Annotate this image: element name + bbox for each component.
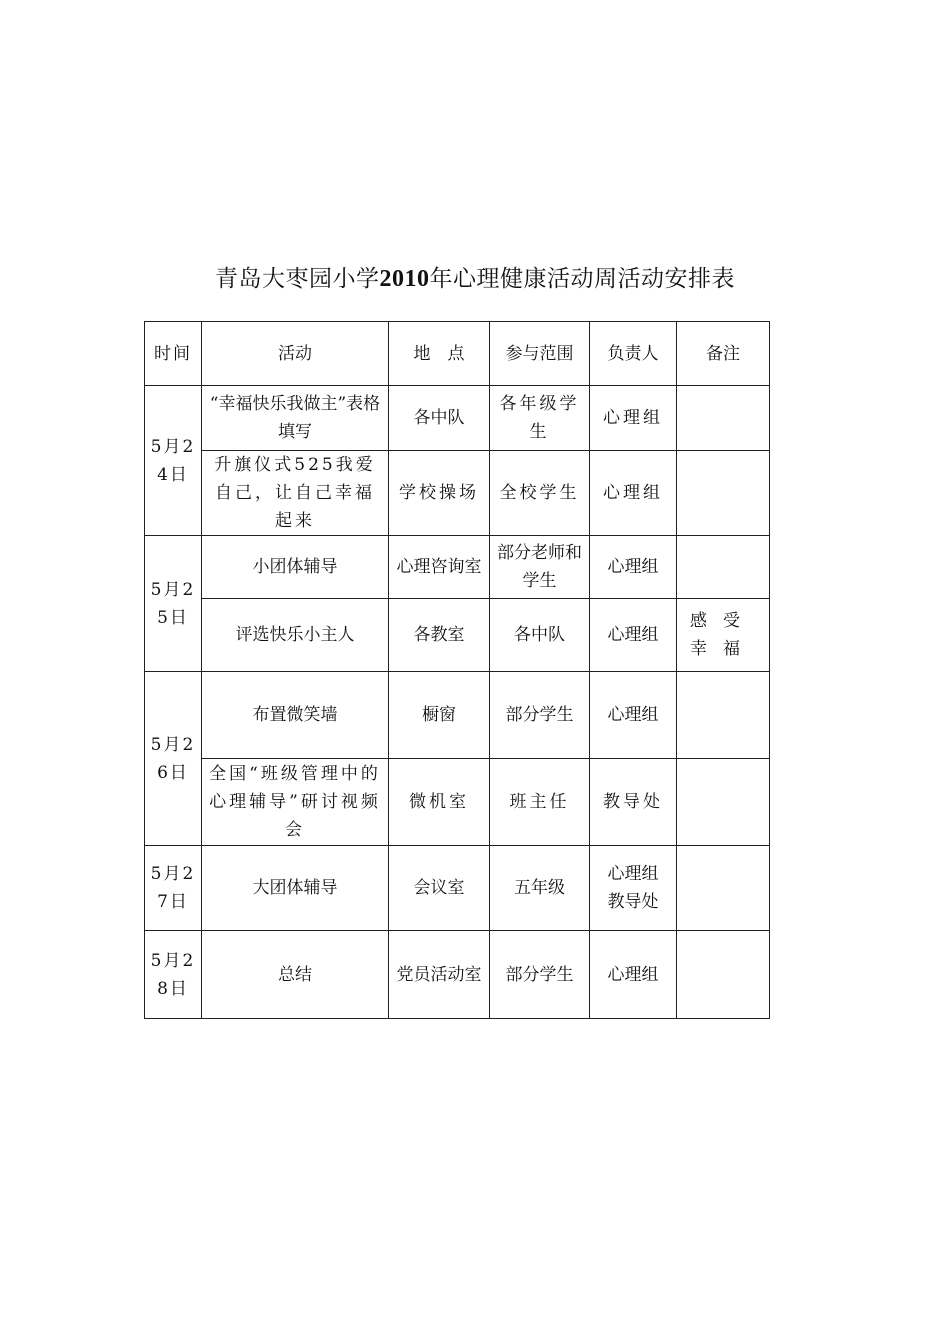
- location-cell: 会议室: [389, 846, 490, 931]
- note-cell: [677, 846, 770, 931]
- person-cell: 教导处: [590, 759, 677, 846]
- table-row: [145, 599, 770, 672]
- location-cell: 心理咨询室: [389, 536, 490, 599]
- date-cell: 5月26日: [145, 672, 202, 846]
- note-cell: 感受幸福: [677, 599, 770, 672]
- header-scope: 参与范围: [490, 322, 590, 386]
- scope-cell: 各中队: [490, 599, 590, 672]
- location-cell: 微机室: [389, 759, 490, 846]
- date-cell: 5月27日: [145, 846, 202, 931]
- date-cell: 5月24日: [145, 386, 202, 536]
- note-cell: [677, 451, 770, 536]
- header-location: 地 点: [389, 322, 490, 386]
- note-cell: [677, 386, 770, 451]
- header-activity: 活动: [202, 322, 389, 386]
- scope-cell: 部分老师和学生: [490, 536, 590, 599]
- title-suffix: 年心理健康活动周活动安排表: [429, 266, 735, 292]
- table-row: [145, 759, 770, 846]
- person-cell: 心理组: [590, 536, 677, 599]
- person-cell: 心理组: [590, 599, 677, 672]
- title-prefix: 青岛大枣园小学: [215, 266, 380, 292]
- location-cell: 橱窗: [389, 672, 490, 759]
- header-person: 负责人: [590, 322, 677, 386]
- activity-cell: 大团体辅导: [202, 846, 389, 931]
- page-title: [0, 260, 950, 293]
- scope-cell: 班主任: [490, 759, 590, 846]
- table-row: [145, 846, 770, 931]
- scope-cell: 部分学生: [490, 931, 590, 1019]
- person-cell: 心理组: [590, 672, 677, 759]
- schedule-table: [144, 321, 770, 1019]
- activity-cell: “幸福快乐我做主”表格填写: [202, 386, 389, 451]
- location-cell: 各教室: [389, 599, 490, 672]
- activity-cell: 评选快乐小主人: [202, 599, 389, 672]
- scope-cell: 全校学生: [490, 451, 590, 536]
- date-cell: 5月28日: [145, 931, 202, 1019]
- activity-cell: 总结: [202, 931, 389, 1019]
- header-time: 时间: [145, 322, 202, 386]
- location-cell: 各中队: [389, 386, 490, 451]
- table-row: [145, 931, 770, 1019]
- table-row: [145, 451, 770, 536]
- header-row: [145, 322, 770, 386]
- activity-cell: 布置微笑墙: [202, 672, 389, 759]
- note-cell: [677, 931, 770, 1019]
- scope-cell: 部分学生: [490, 672, 590, 759]
- person-cell: 心理组: [590, 386, 677, 451]
- note-cell: [677, 536, 770, 599]
- note-cell: [677, 672, 770, 759]
- activity-cell: 小团体辅导: [202, 536, 389, 599]
- activity-cell: 全国“班级管理中的心理辅导”研讨视频会: [202, 759, 389, 846]
- location-cell: 党员活动室: [389, 931, 490, 1019]
- title-year: 2010: [379, 266, 430, 292]
- date-cell: 5月25日: [145, 536, 202, 672]
- table-row: [145, 386, 770, 451]
- person-cell: 心理组: [590, 931, 677, 1019]
- note-cell: [677, 759, 770, 846]
- table-row: [145, 672, 770, 759]
- person-cell: 心理组: [590, 451, 677, 536]
- location-cell: 学校操场: [389, 451, 490, 536]
- scope-cell: 各年级学生: [490, 386, 590, 451]
- scope-cell: 五年级: [490, 846, 590, 931]
- activity-cell: 升旗仪式525我爱自己，让自己幸福起来: [202, 451, 389, 536]
- header-note: 备注: [677, 322, 770, 386]
- table-row: [145, 536, 770, 599]
- person-cell: 心理组教导处: [590, 846, 677, 931]
